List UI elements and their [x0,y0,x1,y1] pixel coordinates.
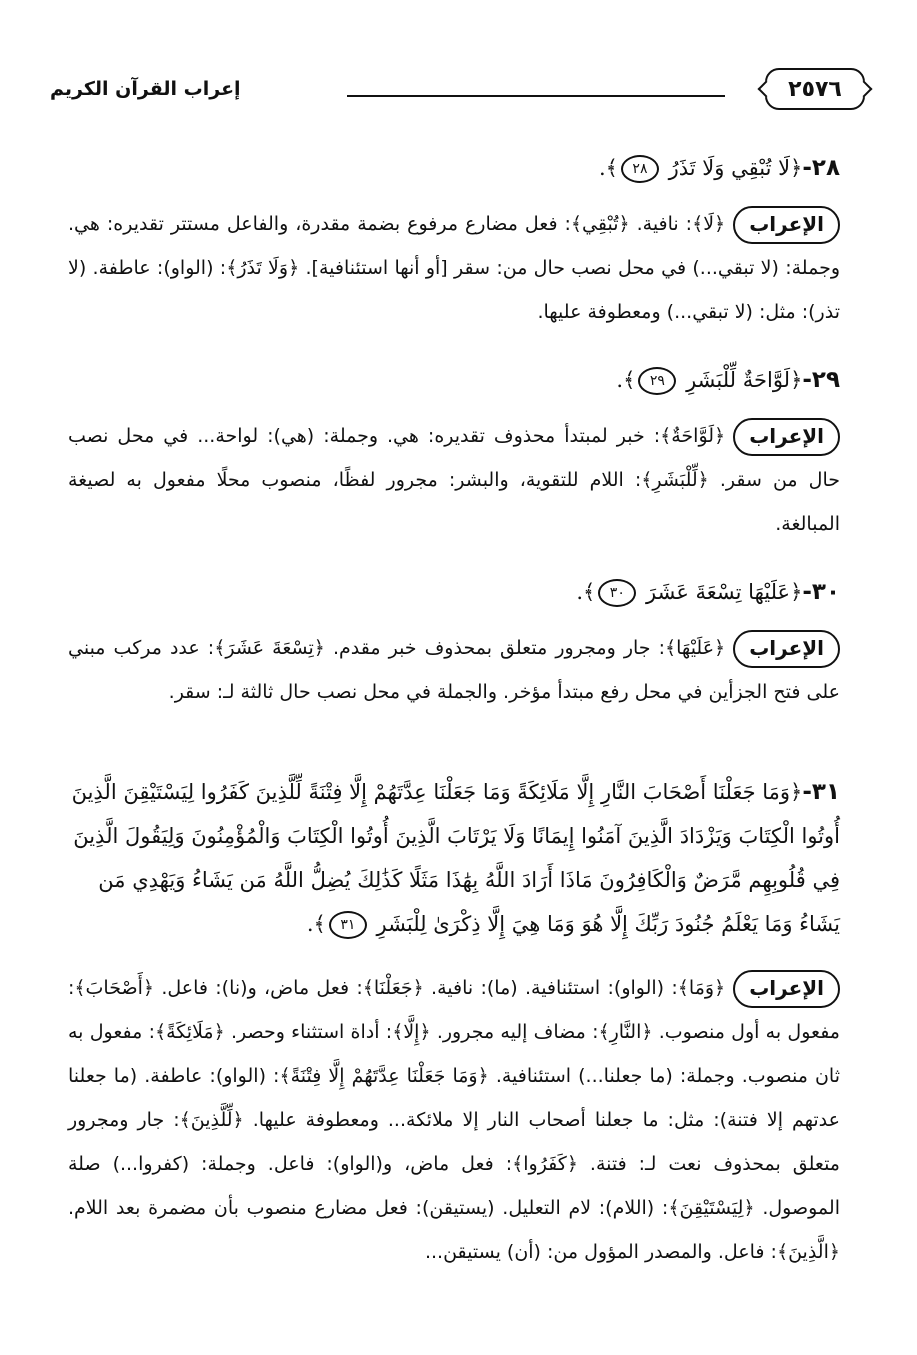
irab-text: ﴿لَا﴾: نافية. ﴿تُبْقِي﴾: فعل مضارع مرفوع بضمة مقدرة، والفاعل مستتر تقديره: هي. وجملة: (لا تبقي...) في محل نصب حال من: سقر [أو أنها استئنافية]. ﴿وَلَا تَذَرُ﴾: (الواو): عاطفة. (لا تذر): مثل: (لا تبقي...) ومعطوفة عليها. [68,213,840,323]
irab-text: ﴿عَلَيْهَا﴾: جار ومجرور متعلق بمحذوف خبر مقدم. ﴿تِسْعَةَ عَشَرَ﴾: عدد مركب مبني على فتح الجزأين في محل رفع مبتدأ مؤخر. والجملة في محل نصب حال ثالثة لـ: سقر. [68,637,840,703]
page-number: ٢٥٧٦ [788,76,842,102]
verse-close: ﴾. [576,580,596,604]
irab-label: الإعراب [733,970,840,1008]
ayah-number-mark: ٣٠ [598,579,636,607]
irab-label: الإعراب [733,418,840,456]
irab-label: الإعراب [733,630,840,668]
verse-text: ﴿عَلَيْهَا تِسْعَةَ عَشَرَ [646,580,803,604]
ayah-number-mark: ٣١ [329,911,367,939]
irab-label: الإعراب [733,206,840,244]
verse-30 [68,570,840,614]
irab-text: ﴿وَمَا﴾: (الواو): استئنافية. (ما): نافية. ﴿جَعَلْنَا﴾: فعل ماض، و(نا): فاعل. ﴿أَصْحَابَ﴾: مفعول به أول منصوب. ﴿النَّارِ﴾: مضاف إليه مجرور. ﴿إِلَّا﴾: أداة استثناء وحصر. ﴿مَلَائِكَةً﴾: مفعول به ثان منصوب. وجملة: (ما جعلنا...) استئنافية. ﴿وَمَا جَعَلْنَا عِدَّتَهُمْ إِلَّا فِتْنَةً﴾: (الواو): عاطفة. (ما جعلنا عدتهم إلا فتنة): مثل: ما جعلنا أصحاب النار إلا ملائكة... ومعطوفة عليها. ﴿لِّلَّذِينَ﴾: جار ومجرور متعلق بمحذوف نعت لـ: فتنة. ﴿كَفَرُوا﴾: فعل ماض، و(الواو): فاعل. وجملة: (كفروا...) صلة الموصول. ﴿لِيَسْتَيْقِنَ﴾: (اللام): لام التعليل. (يستيقن): فعل مضارع منصوب بأن مضمرة بعد اللام. ﴿الَّذِينَ﴾: فاعل. والمصدر المؤول من: (أن) يستيقن... [68,977,840,1263]
verse-29 [68,358,840,402]
irab-paragraph-28 [68,202,840,334]
verse-number: ٣١- [802,779,840,805]
header-rule [347,95,725,97]
verse-close: ﴾. [616,368,636,392]
running-header [40,60,865,120]
irab-paragraph-31 [68,966,840,1274]
verse-28 [68,146,840,190]
irab-paragraph-30 [68,626,840,714]
verse-31 [68,770,840,946]
book-title: إعراب القرآن الكريم [50,78,241,100]
ayah-number-mark: ٢٨ [621,155,659,183]
verse-text: ﴿لَا تُبْقِي وَلَا تَذَرُ [668,156,803,180]
ayah-number-mark: ٢٩ [638,367,676,395]
irab-paragraph-29 [68,414,840,546]
verse-number: ٢٨- [802,155,840,181]
verse-number: ٣٠- [802,579,840,605]
verse-text: ﴿لَوَّاحَةٌ لِّلْبَشَرِ [686,368,803,392]
verse-number: ٢٩- [802,367,840,393]
irab-text: ﴿لَوَّاحَةٌ﴾: خبر لمبتدأ محذوف تقديره: هي. وجملة: (هي): لواحة... في محل نصب حال من سقر. ﴿لِّلْبَشَرِ﴾: اللام للتقوية، والبشر: مجرور لفظًا، منصوب محلًا مفعول به لصيغة المبالغة. [68,425,840,535]
verse-close: ﴾. [306,912,326,936]
page-number-frame [765,68,865,110]
verse-text: ﴿وَمَا جَعَلْنَا أَصْحَابَ النَّارِ إِلَّا مَلَائِكَةً وَمَا جَعَلْنَا عِدَّتَهُمْ إِلَّا فِتْنَةً لِّلَّذِينَ كَفَرُوا لِيَسْتَيْقِنَ الَّذِينَ أُوتُوا الْكِتَابَ وَيَزْدَادَ الَّذِينَ آمَنُوا إِيمَانًا وَلَا يَرْتَابَ الَّذِينَ أُوتُوا الْكِتَابَ وَالْمُؤْمِنُونَ وَلِيَقُولَ الَّذِينَ فِي قُلُوبِهِم مَّرَضٌ وَالْكَافِرُونَ مَاذَا أَرَادَ اللَّهُ بِهَٰذَا مَثَلًا كَذَٰلِكَ يُضِلُّ اللَّهُ مَن يَشَاءُ وَيَهْدِي مَن يَشَاءُ وَمَا يَعْلَمُ جُنُودَ رَبِّكَ إِلَّا هُوَ وَمَا هِيَ إِلَّا ذِكْرَىٰ لِلْبَشَرِ [71,780,840,936]
verse-close: ﴾. [598,156,618,180]
